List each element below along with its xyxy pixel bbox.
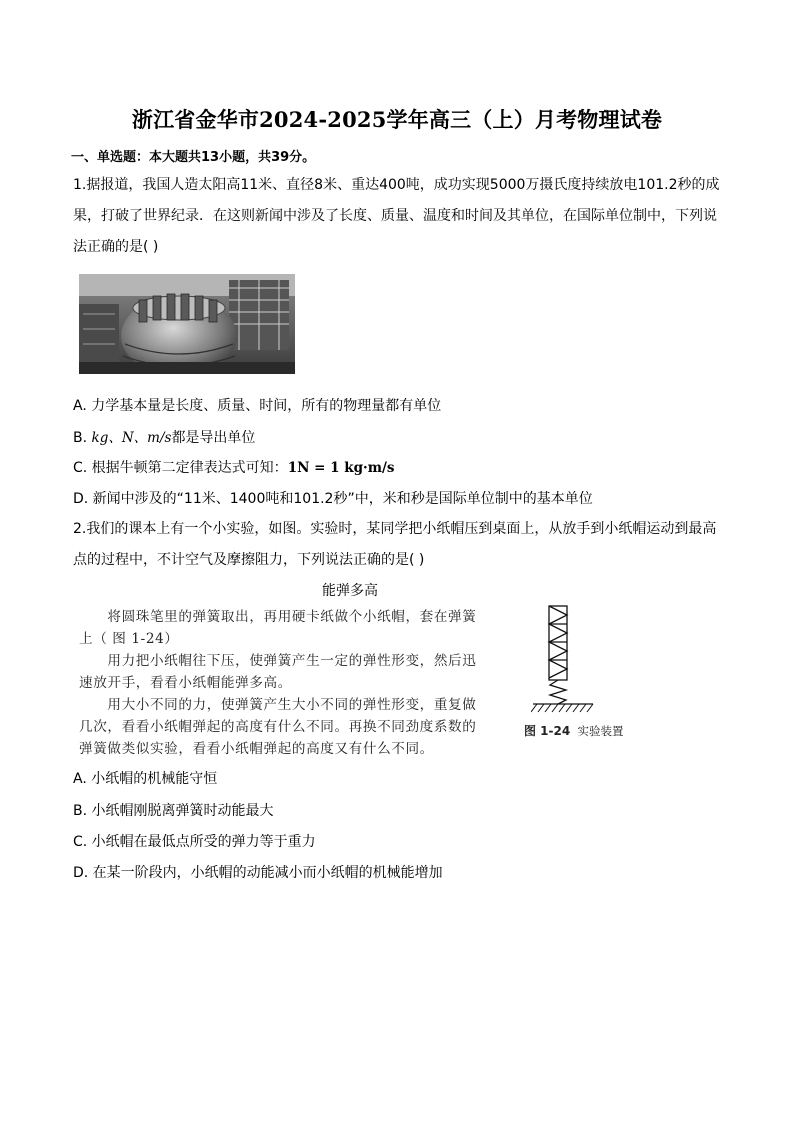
- option-b-text: 都是导出单位: [171, 430, 256, 446]
- page-title: 浙江省金华市2024-2025学年高三（上）月考物理试卷: [131, 107, 663, 132]
- question-1-stem: [73, 170, 721, 263]
- question-2-stem: [73, 514, 721, 576]
- spring-diagram-svg: [531, 604, 595, 718]
- question-2-option-a: A. 小纸帽的机械能守恒: [73, 771, 218, 787]
- question-2-option-d: D. 在某一阶段内，小纸帽的动能减小而小纸帽的机械能增加: [73, 865, 443, 881]
- option-c-text: C. 根据牛顿第二定律表达式可知：: [73, 460, 288, 476]
- tokamak-photo-image: [79, 274, 295, 374]
- question-1-line-2: 果，打破了世界纪录．在这则新闻中涉及了长度、质量、温度和时间及其单位，在国际单位制中，下列说: [73, 208, 717, 224]
- question-1-option-d: D. 新闻中涉及的“11米、1400吨和101.2秒”中，米和秒是国际单位制中的基本单位: [73, 491, 593, 507]
- question-1-option-c: [73, 457, 395, 477]
- figure-text-line: 上（ 图 1-24）: [79, 631, 179, 647]
- spring-apparatus-diagram: [531, 604, 595, 718]
- figure-text-line: 用力把小纸帽往下压，使弹簧产生一定的弹性形变，然后迅: [79, 653, 477, 669]
- question-1-line-1: 1.据报道，我国人造太阳高11米、直径8米、重达400吨，成功实现5000万摄氏度持续放电101.2秒的成: [73, 177, 720, 193]
- figure-text-line: 用大小不同的力，使弹簧产生大小不同的弹性形变，重复做: [79, 697, 477, 713]
- question-2-option-b: B. 小纸帽刚脱离弹簧时动能最大: [73, 803, 274, 819]
- question-2-line-2: 点的过程中，不计空气及摩擦阻力，下列说法正确的是( ): [73, 552, 425, 568]
- figure-text-line: 弹簧做类似实验，看看小纸帽弹起的高度又有什么不同。: [79, 741, 434, 757]
- figure-title: 能弹多高: [322, 583, 378, 599]
- question-2-option-c: C. 小纸帽在最低点所受的弹力等于重力: [73, 834, 316, 850]
- option-c-formula: 1N = 1 kg·m/s: [287, 460, 395, 476]
- question-1-option-b: [73, 426, 255, 447]
- section-heading: 一、单选题：本大题共13小题，共39分。: [71, 150, 316, 165]
- figure-caption: [524, 722, 624, 739]
- question-1-line-3: 法正确的是( ): [73, 239, 159, 255]
- figure-text-line: 几次，看看小纸帽弹起的高度有什么不同。再换不同劲度系数的: [79, 719, 477, 735]
- option-b-label: B.: [73, 430, 92, 446]
- figure-text-line: 速放开手，看看小纸帽能弹多高。: [79, 675, 292, 691]
- figure-text: [79, 606, 503, 760]
- figure-text-line: 将圆珠笔里的弹簧取出，再用硬卡纸做个小纸帽，套在弹簧: [79, 609, 477, 625]
- question-1-option-a: A. 力学基本量是长度、质量、时间，所有的物理量都有单位: [73, 398, 442, 414]
- option-b-units: kg、N、m/s: [91, 430, 172, 446]
- tokamak-photo: [79, 274, 295, 374]
- figure-caption-number: 图 1-24: [524, 724, 571, 738]
- question-2-line-1: 2.我们的课本上有一个小实验，如图。实验时，某同学把小纸帽压到桌面上，从放手到小纸帽运动到最高: [73, 521, 717, 537]
- figure-caption-text: 实验装置: [577, 724, 624, 738]
